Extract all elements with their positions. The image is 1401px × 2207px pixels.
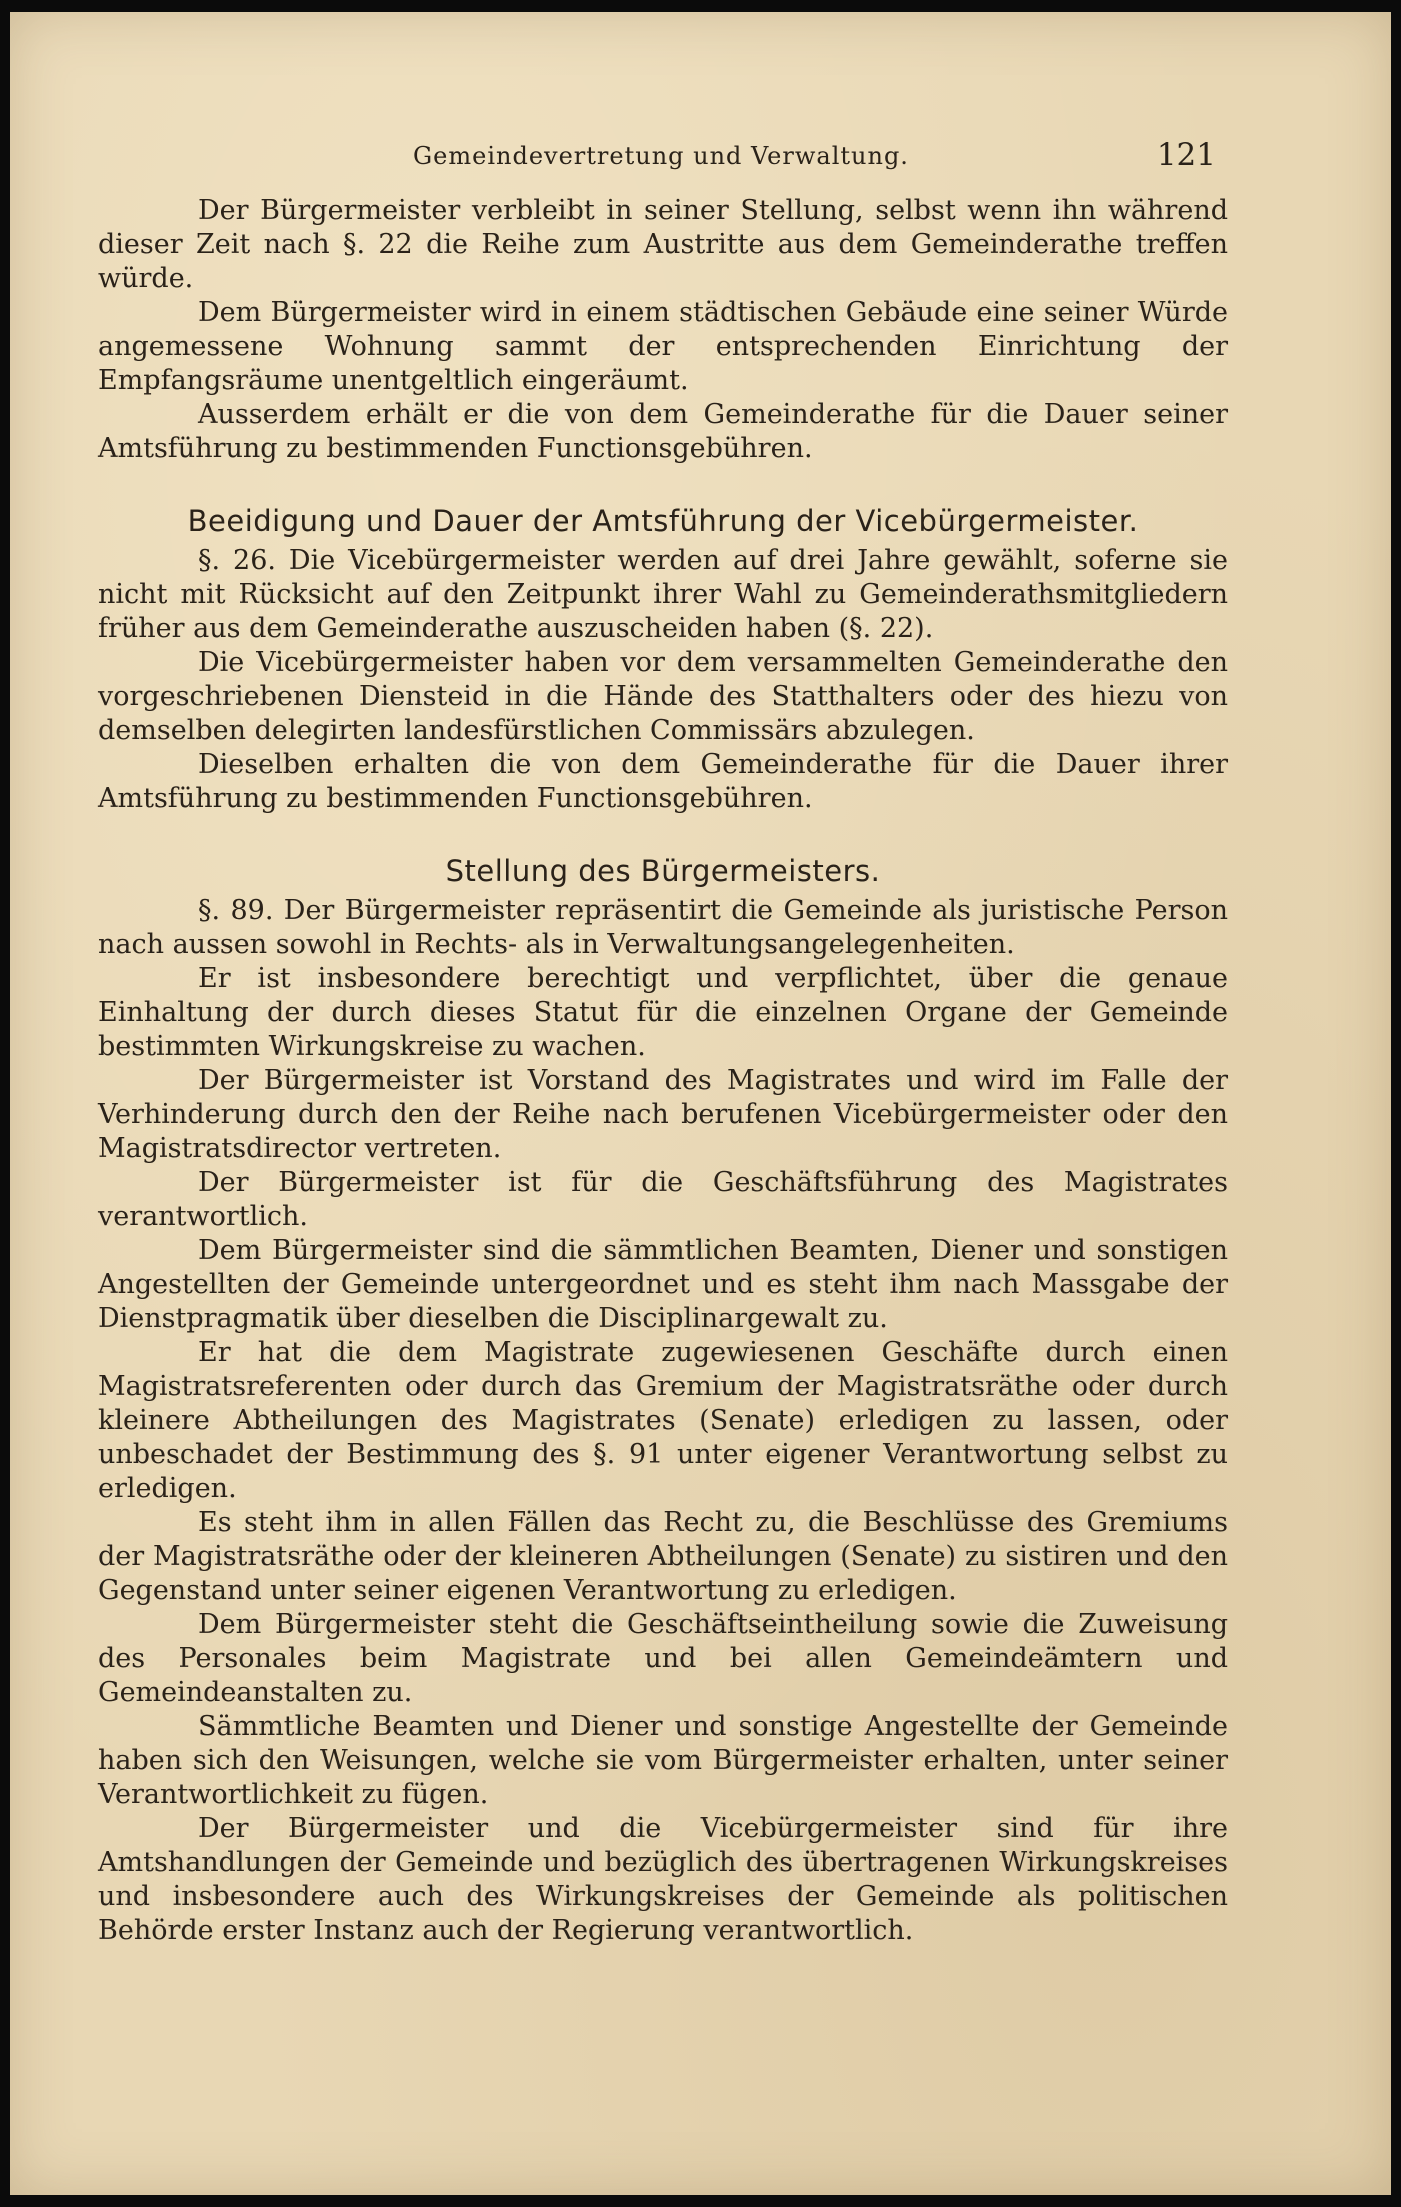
section-heading-vicebuergermeister: Beeidigung und Dauer der Amtsführung der Vicebürgermeister.	[187, 504, 1139, 538]
paragraph: Die Vicebürgermeister haben vor dem versammelten Gemeinderathe den vorgeschriebenen Diensteid in die Hände des Statthalters oder des hiezu von demselben delegirten landesfürstlichen Commissärs abzulegen.	[98, 647, 1228, 746]
paragraph: §. 89. Der Bürgermeister repräsentirt die Gemeinde als juristische Person nach aussen sowohl in Rechts- als in Verwaltungsangelegenheiten.	[98, 895, 1228, 960]
book-page	[10, 12, 1391, 2195]
paragraph: Es steht ihm in allen Fällen das Recht zu, die Beschlüsse des Gremiums der Magistratsräthe oder der kleineren Abtheilungen (Senate) zu sistiren und den Gegenstand unter seiner eigenen Verantwortung zu erledigen.	[98, 1507, 1228, 1606]
paragraph: Ausserdem erhält er die von dem Gemeinderathe für die Dauer seiner Amtsführung zu bestimmenden Functionsgebühren.	[98, 399, 1228, 464]
paragraph: Dieselben erhalten die von dem Gemeinderathe für die Dauer ihrer Amtsführung zu bestimmenden Functionsgebühren.	[98, 749, 1228, 814]
paragraph: Er ist insbesondere berechtigt und verpflichtet, über die genaue Einhaltung der durch dieses Statut für die einzelnen Organe der Gemeinde bestimmten Wirkungskreise zu wachen.	[98, 963, 1228, 1062]
paragraph: Sämmtliche Beamten und Diener und sonstige Angestellte der Gemeinde haben sich den Weisungen, welche sie vom Bürgermeister erhalten, unter seiner Verantwortlichkeit zu fügen.	[98, 1711, 1228, 1810]
section-vicebuergermeister	[98, 544, 1228, 816]
running-title: Gemeindevertretung und Verwaltung.	[413, 142, 909, 170]
paragraph: Er hat die dem Magistrate zugewiesenen Geschäfte durch einen Magistratsreferenten oder durch das Gremium der Magistratsräthe oder durch kleinere Abtheilungen des Magistrates (Senate) erledigen zu lassen, oder unbeschadet der Bestimmung des §. 91 unter eigener Verantwortung selbst zu erledigen.	[98, 1337, 1228, 1504]
section-buergermeister	[98, 894, 1228, 1948]
paragraph: Der Bürgermeister ist für die Geschäftsführung des Magistrates verantwortlich.	[98, 1167, 1228, 1232]
paragraph: Dem Bürgermeister steht die Geschäftseintheilung sowie die Zuweisung des Personales beim Magistrate und bei allen Gemeindeämtern und Gemeindeanstalten zu.	[98, 1609, 1228, 1708]
page-number: 121	[1156, 137, 1216, 173]
paragraph: Der Bürgermeister und die Vicebürgermeister sind für ihre Amtshandlungen der Gemeinde und bezüglich des übertragenen Wirkungskreises und insbesondere auch des Wirkungskreises der Gemeinde als politischen Behörde erster Instanz auch der Regierung verantwortlich.	[98, 1813, 1228, 1946]
paragraph: Der Bürgermeister ist Vorstand des Magistrates und wird im Falle der Verhinderung durch den der Reihe nach berufenen Vicebürgermeister oder den Magistratsdirector vertreten.	[98, 1065, 1228, 1164]
running-head	[98, 132, 1228, 182]
paragraph: Der Bürgermeister verbleibt in seiner Stellung, selbst wenn ihn während dieser Zeit nach §. 22 die Reihe zum Austritte aus dem Gemeinderathe treffen würde.	[98, 195, 1228, 294]
section-heading-buergermeister: Stellung des Bürgermeisters.	[445, 854, 881, 888]
paragraph: Dem Bürgermeister sind die sämmtlichen Beamten, Diener und sonstigen Angestellten der Gemeinde untergeordnet und es steht ihm nach Massgabe der Dienstpragmatik über dieselben die Disciplinargewalt zu.	[98, 1235, 1228, 1334]
text-block	[98, 132, 1228, 1948]
paragraph: Dem Bürgermeister wird in einem städtischen Gebäude eine seiner Würde angemessene Wohnung sammt der entsprechenden Einrichtung der Empfangsräume unentgeltlich eingeräumt.	[98, 297, 1228, 396]
paragraph: §. 26. Die Vicebürgermeister werden auf drei Jahre gewählt, soferne sie nicht mit Rücksicht auf den Zeitpunkt ihrer Wahl zu Gemeinderathsmitgliedern früher aus dem Gemeinderathe auszuscheiden haben (§. 22).	[98, 545, 1228, 644]
opening-paragraphs	[98, 194, 1228, 466]
